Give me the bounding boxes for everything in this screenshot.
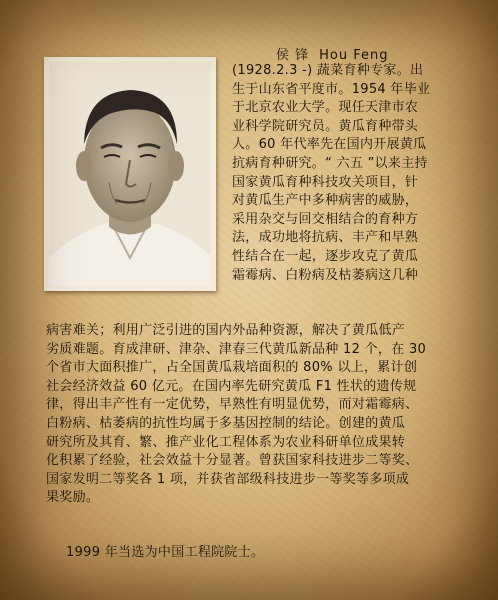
bio-line: 国家黄瓜育种科技攻关项目，针: [232, 174, 419, 190]
name-english: Hou Feng: [319, 48, 389, 63]
portrait-illustration: [49, 62, 211, 286]
bio-line: 性结合在一起，逐步攻克了黄瓜: [232, 248, 419, 264]
portrait-photo: [49, 62, 211, 286]
name-chinese: 侯 锋: [276, 48, 310, 63]
bio-line: 抗病育种研究。“ 六五 ”以来主持: [232, 155, 428, 171]
bio-line: 对黄瓜生产中多种病害的威胁，: [232, 193, 419, 209]
bio-line: 生于山东省平度市。1954 年毕业: [232, 81, 431, 97]
bio-line: 霜霉病、白粉病及枯萎病这几种: [232, 267, 419, 283]
bio-line: 研究所及其育、繁、推产业化工程体系为农业科研单位成果转: [46, 434, 406, 450]
person-name: [276, 44, 389, 63]
bio-line: 个省市大面积推广，占全国黄瓜栽培面积的 80% 以上，累计创: [46, 360, 418, 376]
bio-line: 劣质难题。育成津研、津杂、津春三代黄瓜新品种 12 个，在 30: [46, 341, 427, 357]
bio-full-column: [46, 322, 462, 508]
bio-line: 业科学院研究员。黄瓜育种带头: [232, 118, 419, 134]
bio-side-column: [232, 62, 468, 285]
bio-line: 采用杂交与回交相结合的育种方: [232, 211, 419, 227]
bio-line: 化积累了经验，社会效益十分显著。曾获国家科技进步二等奖、: [46, 453, 419, 469]
academician-note: 1999 年当选为中国工程院院士。: [66, 545, 265, 560]
bio-line: 社会经济效益 60 亿元。在国内率先研究黄瓜 F1 性状的遗传规: [46, 378, 417, 394]
portrait-frame: [44, 57, 216, 291]
bio-line: 律，得出丰产性有一定优势，早熟性有明显优势，而对霜霉病、: [46, 397, 419, 413]
bio-line: 国家发明二等奖各 1 项，并获省部级科技进步一等奖等多项成: [46, 471, 410, 487]
bio-line: 人。60 年代率先在国内开展黄瓜: [232, 137, 427, 153]
bio-line: 果奖励。: [46, 490, 100, 506]
bio-line: 于北京农业大学。现任天津市农: [232, 100, 419, 116]
bio-line: 病害难关；利用广泛引进的国内外品种资源，解决了黄瓜低产: [46, 323, 406, 338]
bio-line: (1928.2.3 -) 蔬菜育种专家。出: [232, 63, 424, 78]
bio-line: 白粉病、枯萎病的抗性均属于多基因控制的结论。创建的黄瓜: [46, 415, 406, 431]
bio-line: 法，成功地将抗病、丰产和早熟: [232, 230, 419, 246]
